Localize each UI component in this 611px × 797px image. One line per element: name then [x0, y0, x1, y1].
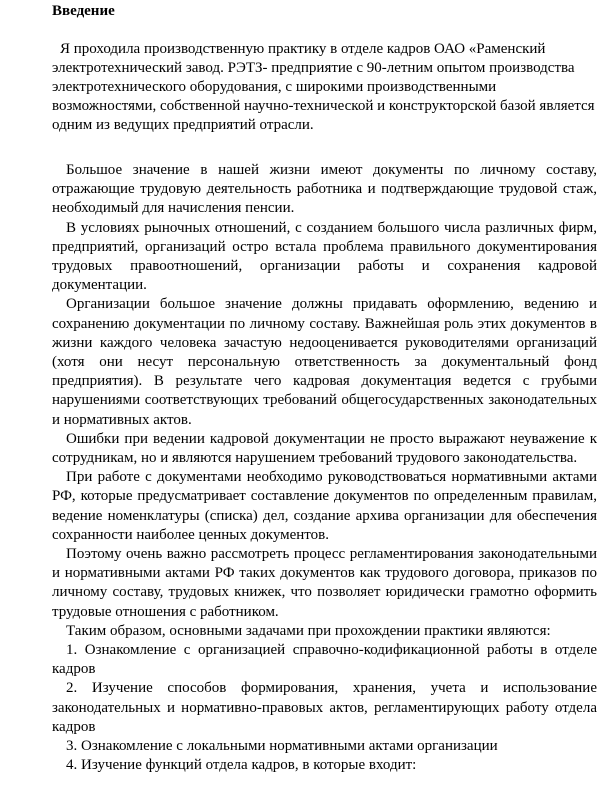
paragraph-4: Ошибки при ведении кадровой документации не просто выражают неуважение к сотрудникам, но и являются нарушением требований трудового законодательства.	[52, 430, 597, 467]
section-heading: Введение	[52, 3, 115, 19]
list-item-1: 1. Ознакомление с организацией справочно-кодификационной работы в отделе кадров	[52, 642, 597, 678]
intro-text: Я проходила производственную практику в отделе кадров ОАО «Раменский электротехнический завод. РЭТЗ- предприятие с 90-летним опытом производства электротехнического оборудования, с широкими производственными возможностями, собственной научно-технической и конструкторской базой является одним из ведущих предприятий отрасли.	[52, 41, 595, 133]
paragraph-gap	[52, 135, 597, 161]
paragraph-6: Поэтому очень важно рассмотреть процесс регламентирования законодательными и нормативными актами РФ таких документов как трудового договора, приказов по личному составу, трудовых книжек, что позволяет юридически грамотно оформить трудовые отношения с работником.	[52, 546, 597, 620]
paragraph-1: Большое значение в нашей жизни имеют документы по личному составу, отражающие трудовую деятельность работника и подтверждающие трудовой стаж, необходимый для начисления пенсии.	[52, 162, 597, 217]
list-item-3: 3. Ознакомление с локальными нормативными актами организации	[66, 738, 498, 755]
list-item-2: 2. Изучение способов формирования, хранения, учета и использование законодательных и нормативно-правовых актов, регламентирующих работу отдела кадров	[52, 680, 597, 735]
paragraph-5: При работе с документами необходимо руководствоваться нормативными актами РФ, которые предусматривает составление документов по определенным правилам, ведение номенклатуры (списка) дел, создание архива организации для обеспечения сохранности наиболее ценных документов.	[52, 469, 597, 543]
intro-paragraph	[52, 40, 597, 135]
list-item-4: 4. Изучение функций отдела кадров, в которые входит:	[66, 757, 417, 774]
paragraph-2: В условиях рыночных отношений, с созданием большого числа различных фирм, предприятий, организаций остро встала проблема правильного документирования трудовых правоотношений, организации работы и сохранения кадровой документации.	[52, 219, 597, 294]
paragraph-3: Организации большое значение должны придавать оформлению, ведению и сохранению документации по личному составу. Важнейшая роль этих документов в жизни каждого человека зачастую недооценивается руководителями организаций (хотя они несут персональную ответственность за документальный фонд предприятия). В результате чего кадровая документация ведется с грубыми нарушениями соответствующих требований общегосударственных законодательных и нормативных актов.	[52, 296, 597, 428]
paragraph-7: Таким образом, основными задачами при прохождении практики являются:	[66, 622, 551, 639]
